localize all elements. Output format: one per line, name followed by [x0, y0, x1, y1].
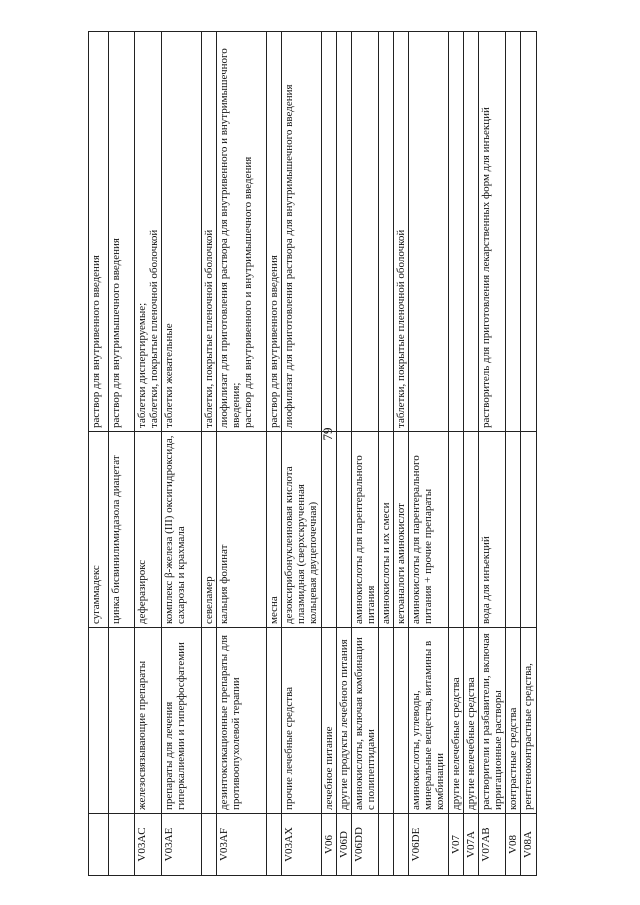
table-row [109, 32, 135, 876]
form-cell: раствор для внутривенного введения [89, 32, 109, 432]
form-cell: раствор для внутримышечного введения [109, 32, 135, 432]
drug-cell: комплекс β-железа (III) оксигидроксида, сахарозы и крахмала [162, 432, 202, 628]
form-cell [506, 32, 521, 432]
form-cell [464, 32, 479, 432]
group-cell [379, 628, 394, 814]
table-row [202, 32, 217, 876]
group-cell: другие продукты лечебного питания [337, 628, 352, 814]
form-cell: таблетки диспергируемые; таблетки, покрытые пленочной оболочкой [135, 32, 162, 432]
drug-cell: цинка бисвинилимидазола диацетат [109, 432, 135, 628]
code-cell: V08A [521, 814, 537, 876]
table-row [89, 32, 109, 876]
drug-cell [464, 432, 479, 628]
table-row [352, 32, 379, 876]
code-cell: V03AE [162, 814, 202, 876]
group-cell: препараты для лечения гиперкалиемии и гиперфосфатемии [162, 628, 202, 814]
drug-cell [506, 432, 521, 628]
form-cell [521, 32, 537, 432]
form-cell [449, 32, 464, 432]
code-cell: V06DE [409, 814, 449, 876]
group-cell: аминокислоты, включая комбинации с полипептидами [352, 628, 379, 814]
table-row [282, 32, 322, 876]
drug-cell [521, 432, 537, 628]
code-cell: V06D [337, 814, 352, 876]
form-cell: раствор для внутривенного введения [267, 32, 282, 432]
group-cell: дезинтоксикационные препараты для противоопухолевой терапии [217, 628, 267, 814]
rotated-table-container [88, 32, 555, 876]
group-cell [202, 628, 217, 814]
drug-cell [337, 432, 352, 628]
code-cell: V06 [322, 814, 337, 876]
group-cell: аминокислоты, углеводы, минеральные вещества, витамины в комбинации [409, 628, 449, 814]
code-cell: V08 [506, 814, 521, 876]
table-row [449, 32, 464, 876]
group-cell: растворители и разбавители, включая ирригационные растворы [479, 628, 506, 814]
table-row [135, 32, 162, 876]
table-row [337, 32, 352, 876]
drug-table [88, 31, 537, 876]
code-cell: V07AB [479, 814, 506, 876]
code-cell [89, 814, 109, 876]
code-cell: V03AC [135, 814, 162, 876]
group-cell: контрастные средства [506, 628, 521, 814]
page-number: 79 [320, 427, 335, 441]
table-row [394, 32, 409, 876]
form-cell [337, 32, 352, 432]
drug-cell: аминокислоты и их смеси [379, 432, 394, 628]
code-cell: V03AX [282, 814, 322, 876]
form-cell: лиофилизат для приготовления раствора для внутримышечного введения [282, 32, 322, 432]
drug-cell [322, 432, 337, 628]
drug-cell: аминокислоты для парентерального питания [352, 432, 379, 628]
table-row [217, 32, 267, 876]
code-cell [267, 814, 282, 876]
group-cell: лечебное питание [322, 628, 337, 814]
form-cell [379, 32, 394, 432]
table-row [464, 32, 479, 876]
group-cell: железосвязывающие препараты [135, 628, 162, 814]
form-cell: таблетки, покрытые пленочной оболочкой [394, 32, 409, 432]
group-cell [394, 628, 409, 814]
group-cell: другие нелечебные средства [464, 628, 479, 814]
drug-cell: деферазирокс [135, 432, 162, 628]
code-cell [202, 814, 217, 876]
drug-cell: кальция фолинат [217, 432, 267, 628]
drug-cell: вода для инъекций [479, 432, 506, 628]
group-cell: прочие лечебные средства [282, 628, 322, 814]
drug-cell: кетоаналоги аминокислот [394, 432, 409, 628]
code-cell: V03AF [217, 814, 267, 876]
table-row [162, 32, 202, 876]
table-row [506, 32, 521, 876]
code-cell: V06DD [352, 814, 379, 876]
drug-cell: севеламер [202, 432, 217, 628]
form-cell: лиофилизат для приготовления раствора для внутривенного и внутримышечного введения; раствор для внутривенного и внутримышечного введения [217, 32, 267, 432]
form-cell [409, 32, 449, 432]
drug-cell: сугаммадекс [89, 432, 109, 628]
form-cell [352, 32, 379, 432]
code-cell [109, 814, 135, 876]
drug-table-body [89, 32, 537, 876]
code-cell: V07A [464, 814, 479, 876]
drug-cell [449, 432, 464, 628]
table-row [379, 32, 394, 876]
form-cell: таблетки, покрытые пленочной оболочкой [202, 32, 217, 432]
table-row [267, 32, 282, 876]
code-cell [394, 814, 409, 876]
table-row [521, 32, 537, 876]
table-row [479, 32, 506, 876]
drug-cell: аминокислоты для парентерального питания + прочие препараты [409, 432, 449, 628]
group-cell [109, 628, 135, 814]
form-cell [322, 32, 337, 432]
table-row [409, 32, 449, 876]
form-cell: растворитель для приготовления лекарственных форм для инъекций [479, 32, 506, 432]
group-cell [267, 628, 282, 814]
group-cell: рентгеноконтрастные средства, [521, 628, 537, 814]
table-row [322, 32, 337, 876]
group-cell: другие нелечебные средства [449, 628, 464, 814]
form-cell: таблетки жевательные [162, 32, 202, 432]
code-cell [379, 814, 394, 876]
code-cell: V07 [449, 814, 464, 876]
drug-cell: месна [267, 432, 282, 628]
drug-cell: дезоксирибонуклеиновая кислота плазмидная (сверхскрученная кольцевая двуцепочечная) [282, 432, 322, 628]
group-cell [89, 628, 109, 814]
